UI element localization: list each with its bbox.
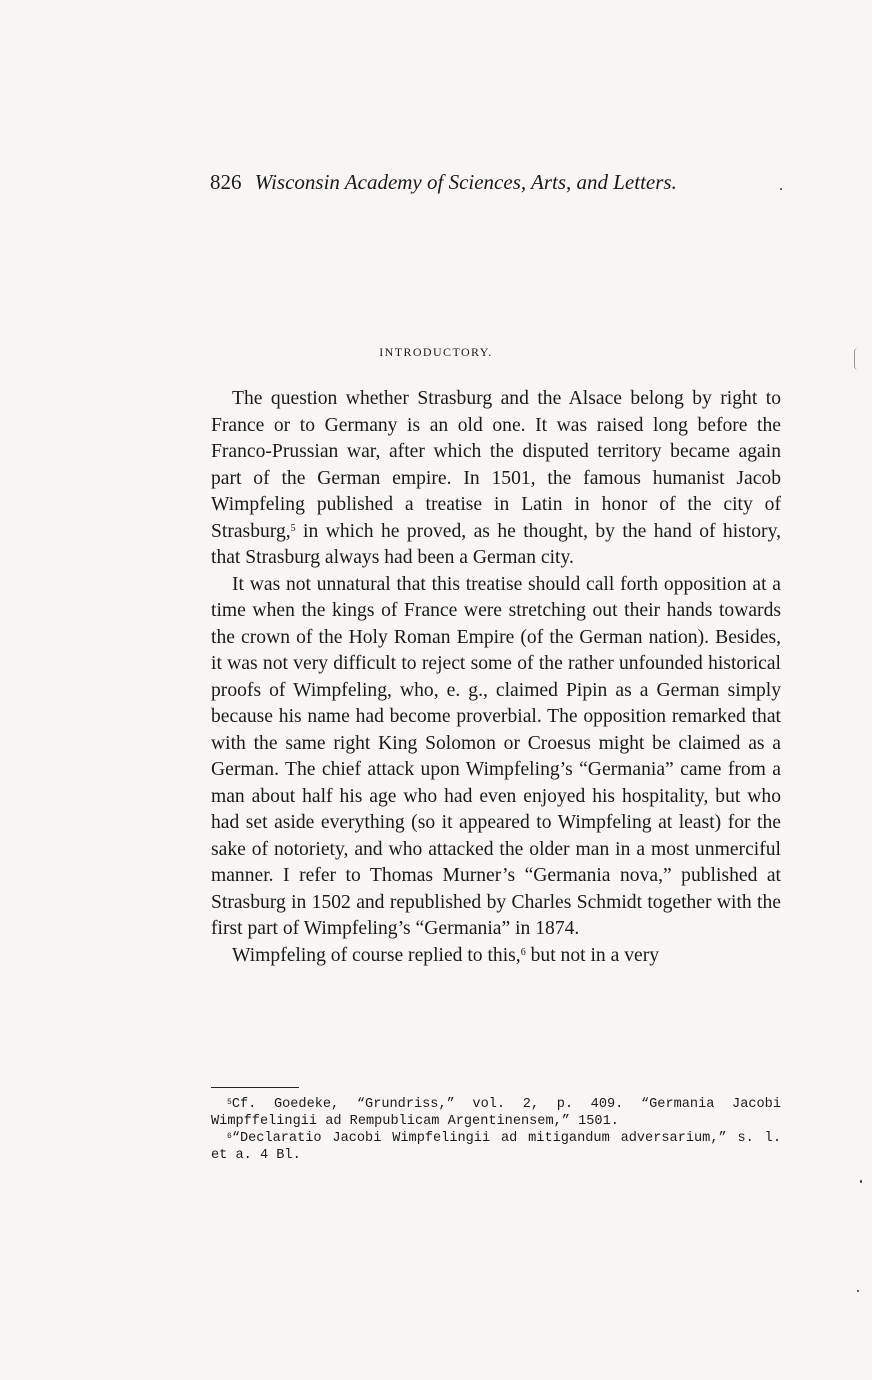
scan-speck [857,1290,859,1292]
page-number: 826 [210,170,242,194]
paragraph [211,943,781,970]
body-text [211,386,781,969]
footnote-ref: 6 [520,946,526,958]
footnote [211,1130,781,1164]
footnote-text: Cf. Goedeke, “Grundriss,” vol. 2, p. 409. “Germania Jacobi Wimpffelingii ad Rempublicam Argentinensem,” 1501. [211,1097,781,1129]
footnote-marker: 6 [227,1132,232,1141]
footnote [211,1096,781,1130]
running-header [210,170,740,195]
scan-speck [780,188,782,190]
footnote-divider [211,1087,299,1088]
footnote-ref: 5 [290,522,296,534]
page-edge-mark [854,348,861,370]
paragraph-text: It was not unnatural that this treatise should call forth opposition at a time when the kings of France were stretching out their hands towards the crown of the Holy Roman Empire (of the German nation). Besides, it was not very difficult to reject some of the rather unfounded historical proofs of Wimpfeling, who, e. g., claimed Pipin as a German simply because his name had become proverbial. The opposition remarked that with the same right King Solomon or Croesus might be claimed as a German. The chief attack upon Wimpfeling’s “Germania” came from a man about half his age who had even enjoyed his hospitality, but who had set aside everything (so it appeared to Wimpfeling at least) for the sake of notoriety, and who attacked the older man in a most unmerciful manner. I refer to Thomas Murner’s “Germania nova,” published at Strasburg in 1502 and republished by Charles Schmidt together with the first part of Wimpfeling’s “Germania” in 1874. [211,573,781,939]
paragraph [211,386,781,572]
section-heading: INTRODUCTORY. [379,345,493,359]
journal-title: Wisconsin Academy of Sciences, Arts, and Letters. [254,170,677,194]
paragraph-text: The question whether Strasburg and the Alsace belong by right to France or to Germany is an old one. It was raised long before the Franco-Prussian war, after which the disputed territory became again part of the German empire. In 1501, the famous humanist Jacob Wimpfeling published a treatise in Latin in honor of the city of Strasburg, [211,388,781,542]
footnotes [211,1096,781,1164]
scan-speck [860,1180,862,1183]
footnote-marker: 5 [227,1098,232,1107]
paragraph [211,572,781,943]
footnote-text: “Declaratio Jacobi Wimpfelingii ad mitigandum adversarium,” s. l. et a. 4 Bl. [211,1131,781,1163]
paragraph-text: Wimpfeling of course replied to this, [232,944,521,966]
paragraph-text: in which he proved, as he thought, by the hand of history, that Strasburg always had been a German city. [211,520,781,568]
paragraph-text: but not in a very [525,944,660,966]
